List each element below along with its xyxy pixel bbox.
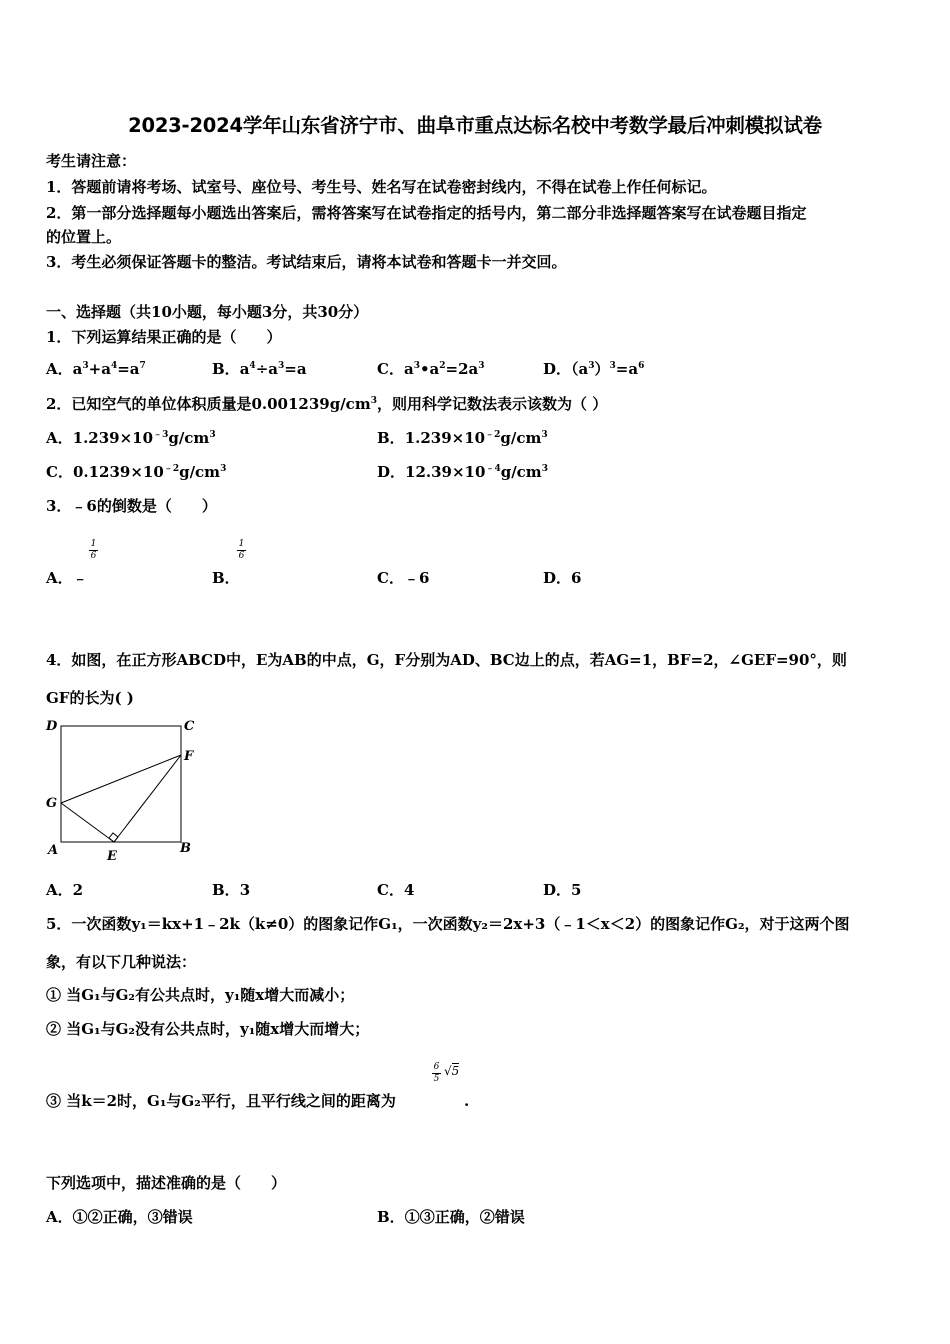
q4-square-figure [40, 714, 205, 866]
exponent: ﹣2 [163, 464, 180, 474]
term: ÷a [255, 360, 278, 378]
option-text: ①②正确，③错误 [72, 1208, 193, 1226]
q2-option-d [377, 462, 548, 482]
q4-stem-line-1: 4．如图，在正方形ABCD中，E为AB的中点，G，F分别为AD、BC边上的点，若AG=1，BF=2，∠GEF=90°，则 [46, 651, 847, 669]
numerator: 6 [433, 1062, 440, 1072]
exponent: 3 [541, 464, 548, 474]
term: 12.39×10 [405, 463, 486, 481]
stem-text: 2．已知空气的单位体积质量是0.001239g/cm [46, 395, 371, 413]
section-heading: 一、选择题（共10小题，每小题3分，共30分） [46, 303, 369, 321]
option-label: B． [212, 569, 240, 587]
q4-option-d [543, 880, 581, 900]
unit: g/cm [168, 429, 210, 447]
term: +a [88, 360, 111, 378]
option-label: C． [46, 463, 73, 481]
term: ） [594, 360, 610, 378]
label-b: B [180, 841, 191, 856]
q2-option-b [377, 428, 548, 448]
unit: g/cm [179, 463, 221, 481]
q5-option-b [377, 1207, 525, 1227]
exponent: ﹣4 [485, 464, 501, 474]
option-label: C． [377, 360, 404, 378]
q5-statement-3: ③ 当k＝2时，G₁与G₂平行，且平行线之间的距离为 [46, 1092, 396, 1110]
exponent: 3 [82, 361, 89, 371]
option-text: 5 [571, 881, 582, 899]
exponent: ﹣3 [153, 430, 169, 440]
segment-ge [61, 803, 114, 842]
option-text: 3 [239, 881, 251, 899]
exponent: 3 [277, 361, 285, 371]
radicand: 5 [451, 1064, 460, 1078]
option-label: A． [46, 569, 73, 587]
label-f: F [184, 749, 194, 764]
label-a: A [48, 843, 59, 858]
exponent: 6 [638, 361, 645, 371]
option-label: B． [377, 1208, 405, 1226]
option-text: ①③正确，②错误 [404, 1208, 525, 1226]
term: =a [615, 360, 639, 378]
denominator: 6 [238, 551, 245, 561]
q3-option-b [212, 568, 240, 588]
notice-heading: 考生请注意： [46, 152, 137, 170]
option-label: C． [377, 569, 404, 587]
q3-option-a [46, 568, 88, 588]
q3-option-d [543, 568, 581, 588]
notice-item-2-line-1: 2．第一部分选择题每小题选出答案后，需将答案写在试卷指定的括号内，第二部分非选择题答案写在试卷题目指定 [46, 204, 807, 222]
term: a [72, 360, 83, 378]
q3-stem: 3．﹣6的倒数是（ ） [46, 497, 217, 515]
option-label: D． [543, 881, 572, 899]
option-label: D． [543, 360, 572, 378]
q5-question: 下列选项中，描述准确的是（ ） [46, 1174, 287, 1192]
label-e: E [107, 849, 117, 864]
option-label: B． [377, 429, 405, 447]
q1-option-b [212, 359, 307, 379]
q5-statement-3-end: . [464, 1092, 470, 1110]
q2-option-a [46, 428, 216, 448]
q4-stem-line-2: GF的长为( ) [46, 689, 134, 707]
term: •a [419, 360, 440, 378]
label-c: C [184, 719, 195, 734]
notice-item-3: 3．考生必须保证答题卡的整洁。考试结束后，请将本试卷和答题卡一并交回。 [46, 253, 567, 271]
exponent: 2 [439, 361, 446, 371]
q5-stem-line-1: 5．一次函数y₁＝kx+1﹣2k（k≠0）的图象记作G₁，一次函数y₂＝2x+3（﹣1＜x＜2）的图象记作G₂，对于这两个图 [46, 915, 850, 933]
numerator: 1 [90, 539, 97, 549]
numerator: 1 [238, 539, 245, 549]
q5-statement-2: ② 当G₁与G₂没有公共点时，y₁随x增大而增大； [46, 1020, 370, 1038]
option-label: C． [377, 881, 404, 899]
denominator: 5 [433, 1074, 440, 1084]
option-label: D． [377, 463, 406, 481]
exponent: 3 [541, 430, 548, 440]
q1-option-d [543, 359, 644, 379]
radical-sign-icon: √ [444, 1064, 452, 1078]
q5-radical [444, 1064, 459, 1078]
q3-option-c [377, 568, 429, 588]
denominator: 6 [90, 551, 97, 561]
notice-item-2-line-2: 的位置上。 [46, 228, 122, 246]
term: 1.239×10 [404, 429, 486, 447]
option-text: 2 [72, 881, 84, 899]
unit: g/cm [500, 463, 542, 481]
option-label: A． [46, 881, 73, 899]
option-label: B． [212, 360, 240, 378]
label-g: G [46, 796, 58, 811]
term: =a [284, 360, 307, 378]
exponent: 3 [478, 361, 485, 371]
exponent: 4 [110, 361, 118, 371]
option-text: 4 [403, 881, 415, 899]
term: a [239, 360, 250, 378]
exam-title: 2023-2024学年山东省济宁市、曲阜市重点达标名校中考数学最后冲刺模拟试卷 [128, 114, 822, 137]
term: =a [117, 360, 140, 378]
square-abcd [61, 726, 181, 842]
q2-option-c [46, 462, 226, 482]
exponent: ﹣2 [485, 430, 501, 440]
q5-statement-1: ① 当G₁与G₂有公共点时，y₁随x增大而减小； [46, 986, 355, 1004]
q4-option-c [377, 880, 414, 900]
option-label: A． [46, 429, 73, 447]
stem-text: ，则用科学记数法表示该数为（ ） [376, 395, 608, 413]
exponent: 3 [220, 464, 227, 474]
q5-option-a [46, 1207, 193, 1227]
label-d: D [46, 719, 58, 734]
exponent: 3 [413, 361, 420, 371]
right-angle-mark [109, 833, 118, 842]
exponent: 7 [139, 361, 146, 371]
option-label: A． [46, 360, 73, 378]
option-label: A． [46, 1208, 73, 1226]
option-label: B． [212, 881, 240, 899]
option-text: 6 [571, 569, 582, 587]
q5-fraction [432, 1062, 441, 1085]
exponent: 3 [609, 361, 616, 371]
exponent: 3 [209, 430, 216, 440]
notice-item-1: 1．答题前请将考场、试室号、座位号、考生号、姓名写在试卷密封线内，不得在试卷上作任何标记。 [46, 178, 717, 196]
option-text: ﹣6 [403, 569, 430, 587]
q1-option-a [46, 359, 146, 379]
option-text: ﹣ [72, 569, 88, 587]
q5-stem-line-2: 象，有以下几种说法： [46, 953, 197, 971]
term: 1.239×10 [72, 429, 154, 447]
q3-fraction-b [237, 539, 246, 562]
q1-option-c [377, 359, 485, 379]
exponent: 4 [249, 361, 256, 371]
q4-option-a [46, 880, 83, 900]
q3-fraction-a [89, 539, 98, 562]
option-label: D． [543, 569, 572, 587]
term: a [403, 360, 414, 378]
q4-option-b [212, 880, 250, 900]
term: 0.1239×10 [72, 463, 164, 481]
q2-stem [46, 394, 607, 414]
term: =2a [445, 360, 479, 378]
exponent: 3 [588, 361, 595, 371]
q1-stem: 1．下列运算结果正确的是（ ） [46, 328, 282, 346]
term: （a [571, 360, 589, 378]
unit: g/cm [500, 429, 542, 447]
exponent: 3 [370, 396, 377, 406]
